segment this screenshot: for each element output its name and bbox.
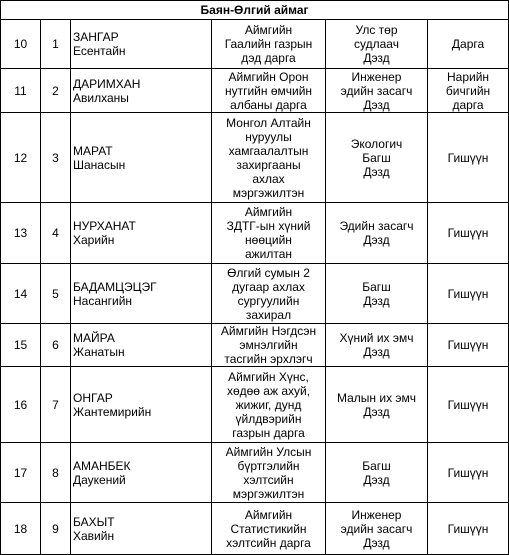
member-profession-line: эдийн засагч (340, 521, 413, 536)
member-position-line: мэргэжилтэн (232, 486, 305, 501)
member-name (71, 113, 212, 203)
row-number: 18 (1, 503, 41, 555)
member-name (71, 367, 212, 443)
member-position-line: тасгийн эрхлэгч (224, 352, 313, 366)
member-position-line: дэд дарга (241, 51, 296, 65)
row-sub-number: 5 (41, 264, 71, 324)
member-position (212, 503, 326, 555)
member-name-line: МАЙРА (73, 331, 115, 345)
member-profession (326, 203, 428, 264)
member-position-line: бүртгэлийн (237, 458, 300, 473)
member-position-line: Аймгийн (244, 23, 293, 37)
member-profession-line: Экологич (350, 136, 403, 151)
member-profession-line: Дэзд (363, 535, 390, 550)
member-title (428, 69, 509, 113)
member-position-line: Өлгий сумын 2 (227, 265, 310, 280)
member-position-line: хэлтсийн дарга (226, 535, 311, 550)
member-title-line: Гишүүн (447, 397, 489, 412)
member-position-line: мэргэжилтэн (232, 185, 305, 200)
member-profession-line: Багш (362, 279, 391, 294)
row-number: 15 (1, 324, 41, 367)
table-title-row (1, 1, 509, 20)
member-name-line: Жантемирийн (73, 404, 152, 419)
member-name (71, 503, 212, 555)
member-title-line: Гишүүн (447, 338, 489, 352)
member-title-line: Дарга (451, 37, 485, 51)
member-profession-line: Дэзд (363, 404, 390, 419)
row-number: 12 (1, 113, 41, 203)
member-profession (326, 113, 428, 203)
member-profession (326, 367, 428, 443)
member-profession-line: эдийн засагч (340, 83, 413, 98)
member-position-line: газрын дарга (232, 425, 305, 440)
member-name-line: АМАНБЕК (73, 458, 131, 473)
member-profession-line: Эдийн засагч (339, 219, 414, 233)
table-row (1, 503, 509, 555)
member-title-line: Гишүүн (447, 465, 489, 480)
member-profession (326, 20, 428, 69)
member-name-line: БАДАМЦЭЦЭГ (73, 279, 157, 294)
member-name-line: БАХЫТ (73, 514, 115, 529)
member-position-line: хэлтсийн (243, 472, 294, 487)
table-title: Баян-Өлгий аймаг (1, 1, 509, 20)
row-sub-number: 8 (41, 443, 71, 503)
member-position-line: нуруулы (245, 129, 292, 144)
member-title (428, 324, 509, 367)
member-position-line: Аймгийн Нэгдсэн (220, 324, 317, 338)
member-title (428, 264, 509, 324)
row-number: 17 (1, 443, 41, 503)
member-profession-line: Дэзд (363, 97, 390, 112)
member-name (71, 324, 212, 367)
member-title-line: Гишүүн (447, 150, 489, 165)
table-row (1, 443, 509, 503)
member-profession (326, 503, 428, 555)
member-title-line: бичгийн (445, 83, 491, 98)
member-position-line: Аймгийн Орон (228, 69, 309, 84)
member-title-line: Гишүүн (447, 521, 489, 536)
member-name-line: Насангийн (73, 293, 133, 308)
member-title (428, 203, 509, 264)
member-title-line: дарга (452, 97, 484, 112)
row-sub-number: 7 (41, 367, 71, 443)
member-name (71, 203, 212, 264)
member-profession-line: Багш (362, 458, 391, 473)
member-profession (326, 443, 428, 503)
member-position-line: захиргааны (236, 157, 301, 172)
member-position-line: захирал (245, 307, 292, 322)
member-position (212, 20, 326, 69)
member-profession-line: Дэзд (363, 233, 390, 247)
row-number: 16 (1, 367, 41, 443)
member-profession (326, 264, 428, 324)
member-profession-line: Дэзд (363, 345, 390, 359)
member-position (212, 69, 326, 113)
member-position (212, 264, 326, 324)
member-name-line: Хавийн (73, 528, 115, 543)
row-sub-number: 2 (41, 69, 71, 113)
member-position-line: Гаалийн газрын (224, 37, 313, 51)
member-profession-line: Инженер (351, 507, 402, 522)
row-sub-number: 9 (41, 503, 71, 555)
member-title (428, 367, 509, 443)
member-profession (326, 69, 428, 113)
member-position (212, 443, 326, 503)
member-profession-line: Дэзд (363, 164, 390, 179)
member-name-line: Авилханы (73, 90, 129, 105)
row-sub-number: 3 (41, 113, 71, 203)
member-position-line: сургуулийн (237, 293, 300, 308)
member-position-line: ахлах (252, 171, 285, 186)
member-title (428, 503, 509, 555)
member-title-line: Гишүүн (447, 226, 489, 240)
row-sub-number: 4 (41, 203, 71, 264)
member-profession-line: Дэзд (363, 293, 390, 308)
member-name-line: Шанасын (73, 157, 126, 172)
member-position-line: Аймгийн (244, 507, 293, 522)
row-sub-number: 1 (41, 20, 71, 69)
member-name-line: НУРХАНАТ (73, 219, 136, 233)
member-title (428, 443, 509, 503)
member-profession-line: Багш (362, 150, 391, 165)
member-profession-line: Хүний их эмч (339, 331, 414, 345)
member-profession-line: Дэзд (363, 472, 390, 487)
member-title-line: Нарийн (447, 69, 490, 84)
member-position-line: албаны дарга (230, 97, 307, 112)
member-profession-line: Дэзд (363, 51, 390, 65)
member-position-line: нутгийн өмчийн (224, 83, 313, 98)
table-row (1, 20, 509, 69)
table-row (1, 69, 509, 113)
table-body (1, 20, 509, 555)
member-position-line: дугаар ахлах (232, 279, 305, 294)
table-row (1, 113, 509, 203)
member-position (212, 203, 326, 264)
member-position-line: нөөцийн (245, 233, 292, 247)
member-position-line: үйлдвэрийн (235, 411, 302, 426)
member-position (212, 367, 326, 443)
member-profession-line: Инженер (351, 69, 402, 84)
member-position-line: жижиг, дунд (235, 397, 302, 412)
member-name (71, 264, 212, 324)
member-name (71, 69, 212, 113)
member-title (428, 20, 509, 69)
member-profession (326, 324, 428, 367)
member-position-line: Аймгийн Улсын (225, 444, 312, 459)
member-position-line: Статистикийн (230, 521, 307, 536)
member-profession-line: Улс төр (355, 23, 398, 37)
member-name-line: ДАРИМХАН (73, 76, 141, 91)
member-name (71, 20, 212, 69)
member-title-line: Гишүүн (447, 286, 489, 301)
member-position (212, 324, 326, 367)
member-position (212, 113, 326, 203)
row-number: 14 (1, 264, 41, 324)
member-position-line: эмнэлгийн (239, 338, 298, 352)
member-position-line: ажилтан (244, 247, 293, 261)
member-position-line: Аймгийн Хүнс, (228, 369, 309, 384)
member-name (71, 443, 212, 503)
member-title (428, 113, 509, 203)
member-position-line: хөдөө аж ахуй, (226, 383, 311, 398)
member-name-line: Харийн (73, 233, 115, 247)
row-number: 13 (1, 203, 41, 264)
member-name-line: Даукений (73, 472, 126, 487)
member-name-line: Есентайн (73, 44, 126, 58)
member-position-line: Аймгийн (244, 205, 293, 219)
table-row (1, 324, 509, 367)
row-number: 10 (1, 20, 41, 69)
member-name-line: МАРАТ (73, 143, 113, 158)
member-position-line: Монгол Алтайн (226, 115, 311, 130)
member-position-line: хамгаалалтын (228, 143, 309, 158)
member-position-line: ЗДТГ-ын хүний (226, 219, 311, 233)
member-profession-line: Малын их эмч (336, 390, 417, 405)
member-profession-line: судлаач (354, 37, 399, 51)
member-name-line: ОНГАР (73, 390, 113, 405)
table-row (1, 264, 509, 324)
row-number: 11 (1, 69, 41, 113)
member-name-line: Жанатын (73, 345, 125, 359)
table-row (1, 203, 509, 264)
member-name-line: ЗАНГАР (73, 30, 119, 44)
table-row (1, 367, 509, 443)
row-sub-number: 6 (41, 324, 71, 367)
